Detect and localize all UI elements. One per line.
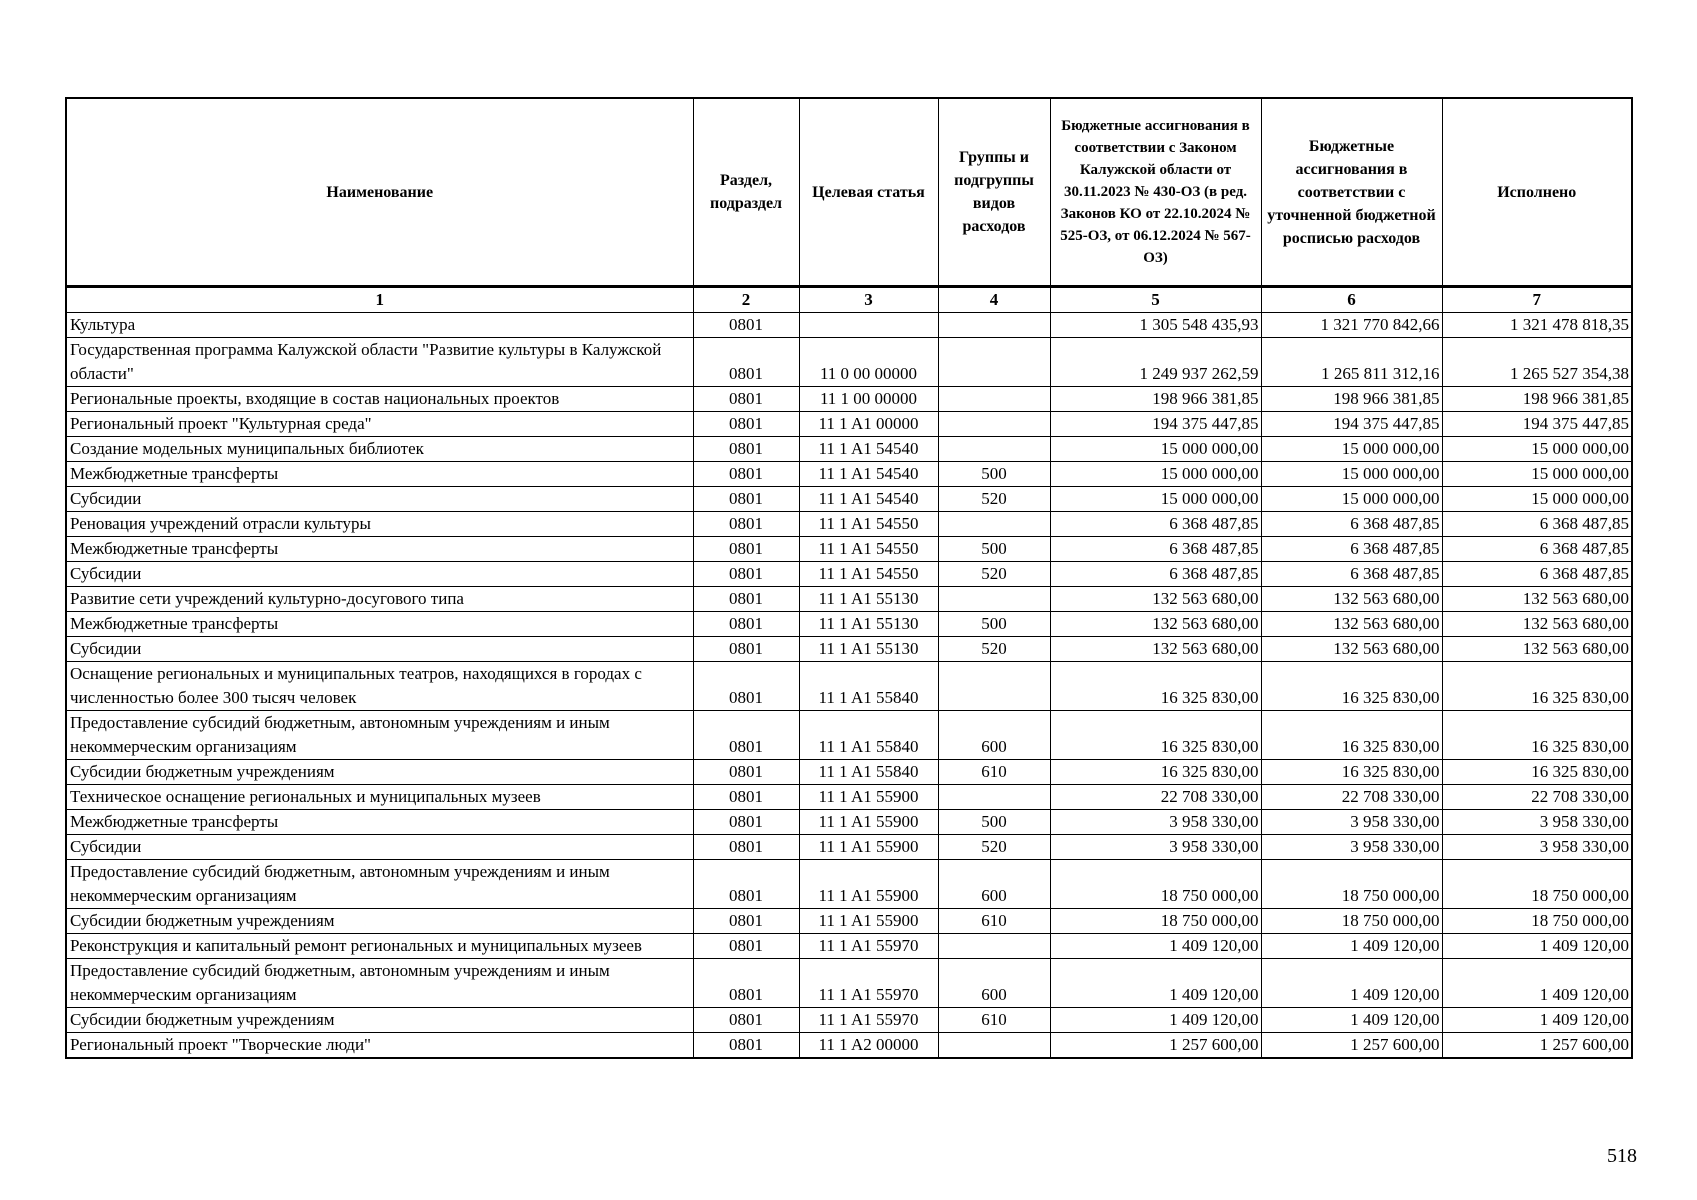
cell-law-amount: 132 563 680,00 <box>1050 587 1261 612</box>
cell-section: 0801 <box>693 860 799 909</box>
cell-executed-amount: 132 563 680,00 <box>1442 587 1632 612</box>
cell-section: 0801 <box>693 959 799 1008</box>
cell-law-amount: 16 325 830,00 <box>1050 711 1261 760</box>
cell-section: 0801 <box>693 934 799 959</box>
table-row <box>66 760 1632 785</box>
cell-law-amount: 18 750 000,00 <box>1050 860 1261 909</box>
cell-law-amount: 3 958 330,00 <box>1050 810 1261 835</box>
cell-section: 0801 <box>693 909 799 934</box>
table-row <box>66 810 1632 835</box>
cell-section: 0801 <box>693 338 799 387</box>
cell-executed-amount: 16 325 830,00 <box>1442 711 1632 760</box>
cell-executed-amount: 132 563 680,00 <box>1442 612 1632 637</box>
column-number: 3 <box>799 287 938 313</box>
cell-law-amount: 1 305 548 435,93 <box>1050 313 1261 338</box>
column-header-target: Целевая статья <box>799 98 938 287</box>
cell-law-amount: 6 368 487,85 <box>1050 562 1261 587</box>
cell-section: 0801 <box>693 437 799 462</box>
cell-name: Межбюджетные трансферты <box>66 612 693 637</box>
cell-refined-amount: 1 321 770 842,66 <box>1261 313 1442 338</box>
cell-law-amount: 1 409 120,00 <box>1050 959 1261 1008</box>
column-number: 7 <box>1442 287 1632 313</box>
cell-target: 11 1 A1 54550 <box>799 537 938 562</box>
cell-name: Субсидии <box>66 637 693 662</box>
cell-refined-amount: 194 375 447,85 <box>1261 412 1442 437</box>
cell-refined-amount: 15 000 000,00 <box>1261 487 1442 512</box>
cell-refined-amount: 18 750 000,00 <box>1261 860 1442 909</box>
cell-executed-amount: 15 000 000,00 <box>1442 487 1632 512</box>
cell-law-amount: 1 257 600,00 <box>1050 1033 1261 1059</box>
cell-name: Государственная программа Калужской области "Развитие культуры в Калужской области" <box>66 338 693 387</box>
cell-refined-amount: 16 325 830,00 <box>1261 711 1442 760</box>
table-row <box>66 662 1632 711</box>
cell-section: 0801 <box>693 1008 799 1033</box>
cell-target: 11 1 A1 54540 <box>799 462 938 487</box>
cell-group: 520 <box>938 562 1050 587</box>
cell-group: 500 <box>938 462 1050 487</box>
table-body <box>66 313 1632 1059</box>
cell-group: 500 <box>938 537 1050 562</box>
column-number-row <box>66 287 1632 313</box>
table-row <box>66 909 1632 934</box>
column-header-group: Группы и подгруппы видов расходов <box>938 98 1050 287</box>
cell-law-amount: 1 249 937 262,59 <box>1050 338 1261 387</box>
table-row <box>66 587 1632 612</box>
cell-name: Предоставление субсидий бюджетным, автономным учреждениям и иным некоммерческим организациям <box>66 860 693 909</box>
cell-group: 520 <box>938 487 1050 512</box>
cell-refined-amount: 198 966 381,85 <box>1261 387 1442 412</box>
table-row <box>66 313 1632 338</box>
cell-name: Субсидии бюджетным учреждениям <box>66 760 693 785</box>
cell-group <box>938 338 1050 387</box>
table-row <box>66 1033 1632 1059</box>
cell-refined-amount: 3 958 330,00 <box>1261 835 1442 860</box>
cell-section: 0801 <box>693 835 799 860</box>
cell-law-amount: 16 325 830,00 <box>1050 662 1261 711</box>
table-row <box>66 959 1632 1008</box>
cell-refined-amount: 15 000 000,00 <box>1261 437 1442 462</box>
cell-law-amount: 6 368 487,85 <box>1050 512 1261 537</box>
column-header-section: Раздел, подраздел <box>693 98 799 287</box>
column-number: 5 <box>1050 287 1261 313</box>
table-row <box>66 462 1632 487</box>
cell-group <box>938 934 1050 959</box>
cell-name: Субсидии бюджетным учреждениям <box>66 909 693 934</box>
cell-group <box>938 387 1050 412</box>
cell-refined-amount: 1 409 120,00 <box>1261 1008 1442 1033</box>
cell-section: 0801 <box>693 1033 799 1059</box>
cell-name: Межбюджетные трансферты <box>66 537 693 562</box>
cell-executed-amount: 15 000 000,00 <box>1442 462 1632 487</box>
cell-target: 11 1 A1 54550 <box>799 512 938 537</box>
cell-law-amount: 1 409 120,00 <box>1050 934 1261 959</box>
cell-target: 11 1 A1 55130 <box>799 612 938 637</box>
cell-group: 500 <box>938 612 1050 637</box>
column-number: 1 <box>66 287 693 313</box>
table-row <box>66 612 1632 637</box>
cell-executed-amount: 16 325 830,00 <box>1442 662 1632 711</box>
column-header-name: Наименование <box>66 98 693 287</box>
cell-target: 11 1 A1 55840 <box>799 760 938 785</box>
table-row <box>66 860 1632 909</box>
cell-executed-amount: 1 409 120,00 <box>1442 959 1632 1008</box>
cell-name: Региональный проект "Творческие люди" <box>66 1033 693 1059</box>
cell-executed-amount: 18 750 000,00 <box>1442 860 1632 909</box>
column-header-executed: Исполнено <box>1442 98 1632 287</box>
cell-law-amount: 18 750 000,00 <box>1050 909 1261 934</box>
cell-executed-amount: 198 966 381,85 <box>1442 387 1632 412</box>
cell-name: Создание модельных муниципальных библиотек <box>66 437 693 462</box>
cell-section: 0801 <box>693 662 799 711</box>
cell-section: 0801 <box>693 387 799 412</box>
cell-group: 610 <box>938 909 1050 934</box>
cell-refined-amount: 132 563 680,00 <box>1261 587 1442 612</box>
cell-law-amount: 132 563 680,00 <box>1050 637 1261 662</box>
cell-section: 0801 <box>693 810 799 835</box>
cell-name: Реконструкция и капитальный ремонт региональных и муниципальных музеев <box>66 934 693 959</box>
page-number: 518 <box>1607 1145 1637 1167</box>
cell-executed-amount: 22 708 330,00 <box>1442 785 1632 810</box>
cell-executed-amount: 132 563 680,00 <box>1442 637 1632 662</box>
cell-law-amount: 6 368 487,85 <box>1050 537 1261 562</box>
cell-name: Межбюджетные трансферты <box>66 810 693 835</box>
table-row <box>66 338 1632 387</box>
cell-target: 11 0 00 00000 <box>799 338 938 387</box>
table-row <box>66 934 1632 959</box>
cell-target: 11 1 A1 55970 <box>799 934 938 959</box>
cell-group: 520 <box>938 637 1050 662</box>
cell-group: 610 <box>938 1008 1050 1033</box>
cell-target <box>799 313 938 338</box>
column-number: 4 <box>938 287 1050 313</box>
cell-group <box>938 587 1050 612</box>
cell-name: Развитие сети учреждений культурно-досугового типа <box>66 587 693 612</box>
cell-target: 11 1 A1 55970 <box>799 959 938 1008</box>
cell-law-amount: 3 958 330,00 <box>1050 835 1261 860</box>
cell-target: 11 1 A1 54550 <box>799 562 938 587</box>
cell-target: 11 1 A1 55900 <box>799 785 938 810</box>
cell-name: Оснащение региональных и муниципальных театров, находящихся в городах с численностью более 300 тысяч человек <box>66 662 693 711</box>
cell-target: 11 1 A1 00000 <box>799 412 938 437</box>
cell-executed-amount: 1 265 527 354,38 <box>1442 338 1632 387</box>
cell-executed-amount: 1 321 478 818,35 <box>1442 313 1632 338</box>
cell-name: Региональный проект "Культурная среда" <box>66 412 693 437</box>
cell-section: 0801 <box>693 637 799 662</box>
cell-refined-amount: 1 409 120,00 <box>1261 959 1442 1008</box>
table-row <box>66 562 1632 587</box>
cell-target: 11 1 A1 55130 <box>799 637 938 662</box>
cell-target: 11 1 A1 55840 <box>799 711 938 760</box>
cell-section: 0801 <box>693 537 799 562</box>
cell-law-amount: 16 325 830,00 <box>1050 760 1261 785</box>
cell-executed-amount: 18 750 000,00 <box>1442 909 1632 934</box>
cell-refined-amount: 6 368 487,85 <box>1261 537 1442 562</box>
cell-refined-amount: 132 563 680,00 <box>1261 612 1442 637</box>
cell-target: 11 1 A1 55900 <box>799 909 938 934</box>
cell-name: Техническое оснащение региональных и муниципальных музеев <box>66 785 693 810</box>
table-row <box>66 537 1632 562</box>
cell-group <box>938 1033 1050 1059</box>
cell-executed-amount: 194 375 447,85 <box>1442 412 1632 437</box>
cell-refined-amount: 15 000 000,00 <box>1261 462 1442 487</box>
cell-name: Предоставление субсидий бюджетным, автономным учреждениям и иным некоммерческим организациям <box>66 711 693 760</box>
cell-group: 520 <box>938 835 1050 860</box>
cell-refined-amount: 6 368 487,85 <box>1261 562 1442 587</box>
table-row <box>66 711 1632 760</box>
cell-refined-amount: 1 265 811 312,16 <box>1261 338 1442 387</box>
cell-executed-amount: 6 368 487,85 <box>1442 562 1632 587</box>
cell-group <box>938 412 1050 437</box>
cell-target: 11 1 A1 54540 <box>799 487 938 512</box>
cell-law-amount: 194 375 447,85 <box>1050 412 1261 437</box>
cell-target: 11 1 A1 55970 <box>799 1008 938 1033</box>
cell-name: Субсидии <box>66 562 693 587</box>
column-number: 6 <box>1261 287 1442 313</box>
cell-section: 0801 <box>693 612 799 637</box>
cell-target: 11 1 A2 00000 <box>799 1033 938 1059</box>
cell-refined-amount: 6 368 487,85 <box>1261 512 1442 537</box>
header-row <box>66 98 1632 287</box>
cell-executed-amount: 1 257 600,00 <box>1442 1033 1632 1059</box>
cell-executed-amount: 1 409 120,00 <box>1442 934 1632 959</box>
cell-target: 11 1 A1 55130 <box>799 587 938 612</box>
cell-law-amount: 132 563 680,00 <box>1050 612 1261 637</box>
cell-refined-amount: 16 325 830,00 <box>1261 662 1442 711</box>
cell-group: 600 <box>938 860 1050 909</box>
cell-executed-amount: 3 958 330,00 <box>1442 835 1632 860</box>
cell-section: 0801 <box>693 760 799 785</box>
cell-executed-amount: 16 325 830,00 <box>1442 760 1632 785</box>
cell-name: Предоставление субсидий бюджетным, автономным учреждениям и иным некоммерческим организациям <box>66 959 693 1008</box>
cell-executed-amount: 1 409 120,00 <box>1442 1008 1632 1033</box>
cell-target: 11 1 A1 55900 <box>799 810 938 835</box>
table-row <box>66 412 1632 437</box>
cell-law-amount: 15 000 000,00 <box>1050 462 1261 487</box>
cell-target: 11 1 A1 55900 <box>799 835 938 860</box>
cell-name: Реновация учреждений отрасли культуры <box>66 512 693 537</box>
cell-target: 11 1 00 00000 <box>799 387 938 412</box>
cell-name: Субсидии <box>66 835 693 860</box>
table-row <box>66 512 1632 537</box>
cell-target: 11 1 A1 55900 <box>799 860 938 909</box>
cell-refined-amount: 18 750 000,00 <box>1261 909 1442 934</box>
cell-section: 0801 <box>693 785 799 810</box>
cell-section: 0801 <box>693 512 799 537</box>
cell-refined-amount: 1 409 120,00 <box>1261 934 1442 959</box>
cell-group <box>938 437 1050 462</box>
cell-executed-amount: 6 368 487,85 <box>1442 512 1632 537</box>
cell-refined-amount: 3 958 330,00 <box>1261 810 1442 835</box>
cell-section: 0801 <box>693 487 799 512</box>
cell-section: 0801 <box>693 313 799 338</box>
cell-group: 610 <box>938 760 1050 785</box>
cell-refined-amount: 1 257 600,00 <box>1261 1033 1442 1059</box>
budget-table <box>65 97 1633 1059</box>
table-row <box>66 437 1632 462</box>
cell-section: 0801 <box>693 562 799 587</box>
table-row <box>66 637 1632 662</box>
cell-group: 600 <box>938 959 1050 1008</box>
cell-section: 0801 <box>693 462 799 487</box>
cell-name: Субсидии <box>66 487 693 512</box>
cell-refined-amount: 16 325 830,00 <box>1261 760 1442 785</box>
cell-executed-amount: 15 000 000,00 <box>1442 437 1632 462</box>
cell-name: Региональные проекты, входящие в состав национальных проектов <box>66 387 693 412</box>
cell-law-amount: 198 966 381,85 <box>1050 387 1261 412</box>
cell-group <box>938 313 1050 338</box>
cell-group <box>938 512 1050 537</box>
cell-section: 0801 <box>693 587 799 612</box>
cell-section: 0801 <box>693 412 799 437</box>
table-row <box>66 387 1632 412</box>
cell-executed-amount: 6 368 487,85 <box>1442 537 1632 562</box>
table-row <box>66 785 1632 810</box>
cell-name: Культура <box>66 313 693 338</box>
cell-target: 11 1 A1 55840 <box>799 662 938 711</box>
column-header-refined: Бюджетные ассигнования в соответствии с уточненной бюджетной росписью расходов <box>1261 98 1442 287</box>
table-row <box>66 1008 1632 1033</box>
cell-law-amount: 22 708 330,00 <box>1050 785 1261 810</box>
cell-law-amount: 15 000 000,00 <box>1050 487 1261 512</box>
column-number: 2 <box>693 287 799 313</box>
table-row <box>66 835 1632 860</box>
cell-executed-amount: 3 958 330,00 <box>1442 810 1632 835</box>
cell-name: Субсидии бюджетным учреждениям <box>66 1008 693 1033</box>
cell-name: Межбюджетные трансферты <box>66 462 693 487</box>
cell-refined-amount: 22 708 330,00 <box>1261 785 1442 810</box>
cell-refined-amount: 132 563 680,00 <box>1261 637 1442 662</box>
cell-group: 600 <box>938 711 1050 760</box>
cell-law-amount: 15 000 000,00 <box>1050 437 1261 462</box>
cell-group <box>938 785 1050 810</box>
cell-group: 500 <box>938 810 1050 835</box>
column-header-law: Бюджетные ассигнования в соответствии с Законом Калужской области от 30.11.2023 № 430-ОЗ (в ред. Законов КО от 22.10.2024 № 525-ОЗ, от 06.12.2024 № 567-ОЗ) <box>1050 98 1261 287</box>
cell-target: 11 1 A1 54540 <box>799 437 938 462</box>
cell-law-amount: 1 409 120,00 <box>1050 1008 1261 1033</box>
cell-group <box>938 662 1050 711</box>
table-row <box>66 487 1632 512</box>
cell-section: 0801 <box>693 711 799 760</box>
